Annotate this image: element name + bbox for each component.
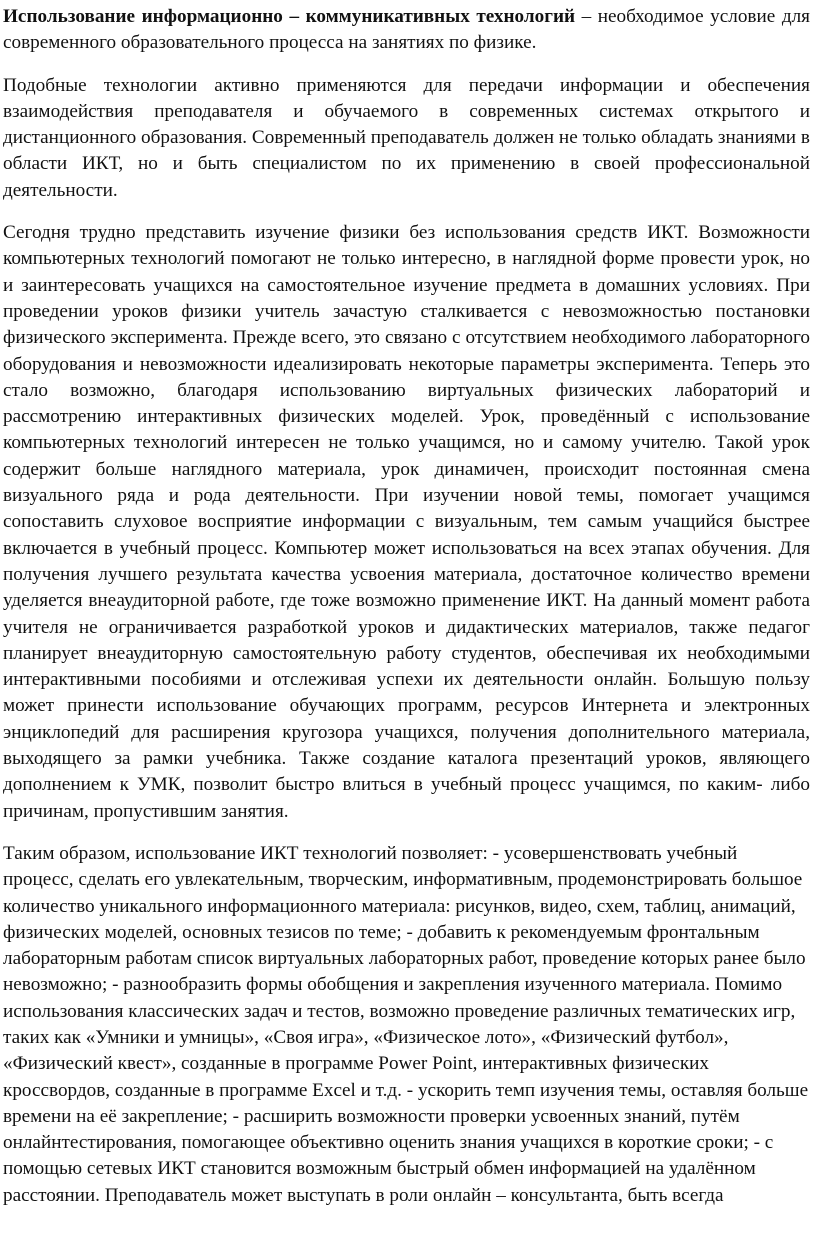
intro-paragraph: [3, 4, 810, 57]
paragraph-physics-without-ict: Сегодня трудно представить изучение физики без использования средств ИКТ. Возможности компьютерных технологий помогают не только интересно, в наглядной форме провести урок, но и заинтересовать учащихся на самостоятельное изучение предмета в домашних условиях. При проведении уроков физики учитель зачастую сталкивается с невозможностью постановки физического эксперимента. Прежде всего, это связано с отсутствием необходимого лабораторного оборудования и невозможности идеализировать некоторые параметры эксперимента. Теперь это стало возможно, благодаря использованию виртуальных физических лабораторий и рассмотрению интерактивных физических моделей. Урок, проведённый с использование компьютерных технологий интересен не только учащимся, но и самому учителю. Такой урок содержит больше наглядного материала, урок динамичен, происходит постоянная смена визуального ряда и рода деятельности. При изучении новой темы, помогает учащимся сопоставить слуховое восприятие информации с визуальным, тем самым учащийся быстрее включается в учебный процесс. Компьютер может использоваться на всех этапах обучения. Для получения лучшего результата качества усвоения материала, достаточное количество времени уделяется внеаудиторной работе, где тоже возможно применение ИКТ. На данный момент работа учителя не ограничивается разработкой уроков и дидактических материалов, также педагог планирует внеаудиторную самостоятельную работу студентов, обеспечивая их необходимыми интерактивными пособиями и отслеживая успехи их деятельности онлайн. Большую пользу может принести использование обучающих программ, ресурсов Интернета и электронных энциклопедий для расширения кругозора учащихся, получения дополнительного материала, выходящего за рамки учебника. Также создание каталога презентаций уроков, являющего дополнением к УМК, позволит быстро влиться в учебный процесс учащимся, по каким- либо причинам, пропустившим занятия.: [3, 222, 810, 822]
paragraph-ict-application: Подобные технологии активно применяются для передачи информации и обеспечения взаимодействия преподавателя и обучаемого в современных системах открытого и дистанционного образования. Современный преподаватель должен не только обладать знаниями в области ИКТ, но и быть специалистом по их применению в своей профессиональной деятельности.: [3, 74, 810, 201]
intro-bold-lead: Использование информационно – коммуникативных технологий: [3, 6, 576, 27]
paragraph-ict-allows: Таким образом, использование ИКТ технологий позволяет: - усовершенствовать учебный процесс, сделать его увлекательным, творческим, информативным, продемонстрировать большое количество уникального информационного материала: рисунков, видео, схем, таблиц, анимаций, физических моделей, основных тезисов по теме; - добавить к рекомендуемым фронтальным лабораторным работам список виртуальных лабораторных работ, проведение которых ранее было невозможно; - разнообразить формы обобщения и закрепления изученного материала. Помимо использования классических задач и тестов, возможно проведение различных тематических игр, таких как «Умники и умницы», «Своя игра», «Физическое лото», «Физический футбол», «Физический квест», созданные в программе Power Point, интерактивных физических кроссвордов, созданные в программе Excel и т.д. - ускорить темп изучения темы, оставляя больше времени на её закрепление; - расширить возможности проверки усвоенных знаний, путём онлайнтестирования, помогающее объективно оценить знания учащихся в короткие сроки; - с помощью сетевых ИКТ становится возможным быстрый обмен информацией на удалённом расстоянии. Преподаватель может выступать в роли онлайн – консультанта, быть всегда: [3, 842, 809, 1206]
intro-rest-text: – необходимое условие для современного образовательного процесса на занятиях по физике.: [3, 6, 810, 54]
